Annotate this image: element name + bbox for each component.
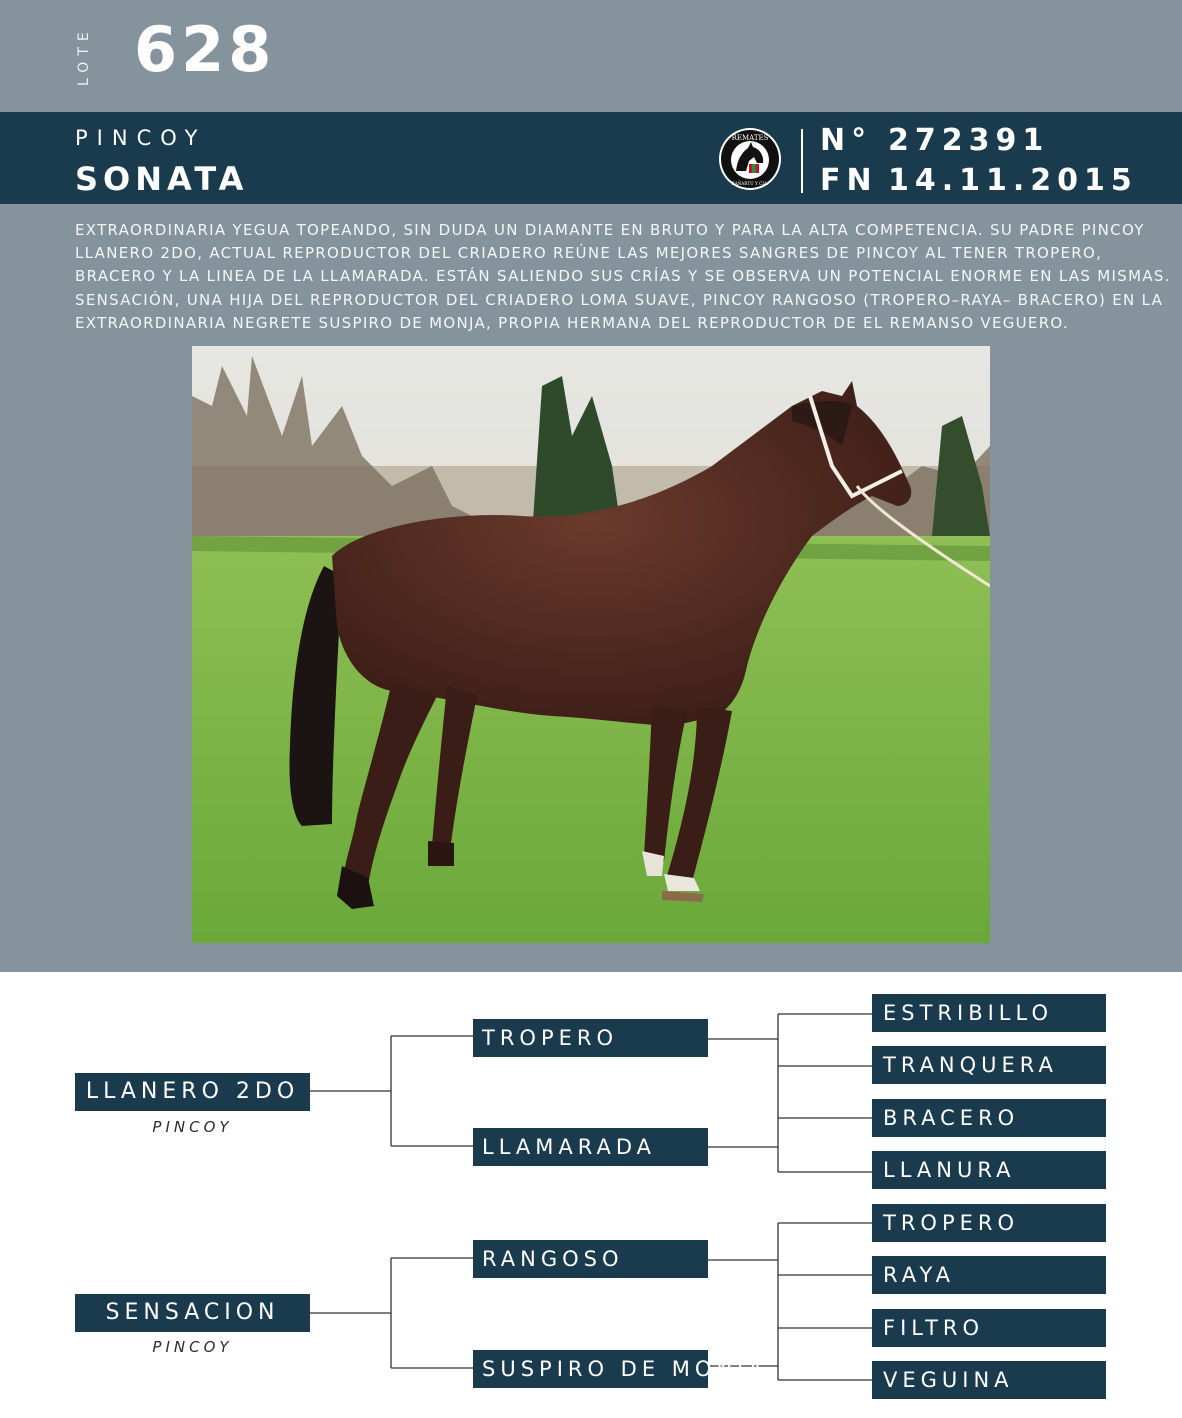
granddam-maternal: SUSPIRO DE MONJA <box>473 1350 708 1388</box>
great-grandparent: TROPERO <box>872 1204 1106 1242</box>
header-divider <box>801 129 803 193</box>
great-grandparent: RAYA <box>872 1256 1106 1294</box>
horse-photo <box>192 346 990 943</box>
lote-label: LOTE <box>76 26 92 86</box>
description-line: SENSACIÓN, UNA HIJA DEL REPRODUCTOR DEL CRIADERO LOMA SUAVE, PINCOY RANGOSO (TROPERO–RAYA– BRACERO) EN LA <box>75 290 1164 309</box>
grandsire-paternal: TROPERO <box>473 1019 708 1057</box>
description-line: EXTRAORDINARIA NEGRETE SUSPIRO DE MONJA, PROPIA HERMANA DEL REPRODUCTOR DE EL REMANSO VEGUERO. <box>75 313 1069 332</box>
dam-box: SENSACION <box>75 1294 310 1332</box>
svg-text:ZAÑARTU Y CIA.: ZAÑARTU Y CIA. <box>731 181 769 186</box>
great-grandparent: BRACERO <box>872 1099 1106 1137</box>
great-grandparent: VEGUINA <box>872 1361 1106 1399</box>
great-grandparent: TRANQUERA <box>872 1046 1106 1084</box>
svg-text:REMATES: REMATES <box>731 134 769 142</box>
birth-date: 14.11.2015 <box>888 163 1138 198</box>
description-line: EXTRAORDINARIA YEGUA TOPEANDO, SIN DUDA UN DIAMANTE EN BRUTO Y PARA LA ALTA COMPETENCIA. SU PADRE PINCOY <box>75 221 1145 239</box>
great-grandparent: FILTRO <box>872 1309 1106 1347</box>
birth-label: FN <box>820 163 878 198</box>
registry-label: N° <box>820 123 873 158</box>
description <box>75 219 1171 335</box>
sire-box: LLANERO 2DO <box>75 1073 310 1111</box>
grandsire-maternal: RANGOSO <box>473 1240 708 1278</box>
granddam-paternal: LLAMARADA <box>473 1128 708 1166</box>
horse-name: SONATA <box>75 160 249 198</box>
great-grandparent: ESTRIBILLO <box>872 994 1106 1032</box>
description-line: BRACERO Y LA LINEA DE LA LLAMARADA. ESTÁN SALIENDO SUS CRÍAS Y SE OBSERVA UN POTENCIAL ENORME EN LAS MISMAS. <box>75 267 1171 286</box>
lote-number: 628 <box>134 13 276 86</box>
great-grandparent: LLANURA <box>872 1151 1106 1189</box>
remates-logo <box>718 127 782 191</box>
description-line: LLANERO 2DO, ACTUAL REPRODUCTOR DEL CRIADERO REÚNE LAS MEJORES SANGRES DE PINCOY AL TENER TROPERO, <box>75 244 1103 263</box>
registry-block <box>820 121 1138 201</box>
dam-breeder: PINCOY <box>152 1338 233 1356</box>
breed-label: PINCOY <box>75 126 207 150</box>
sire-breeder: PINCOY <box>152 1118 233 1136</box>
registry-number: 272391 <box>888 123 1050 158</box>
